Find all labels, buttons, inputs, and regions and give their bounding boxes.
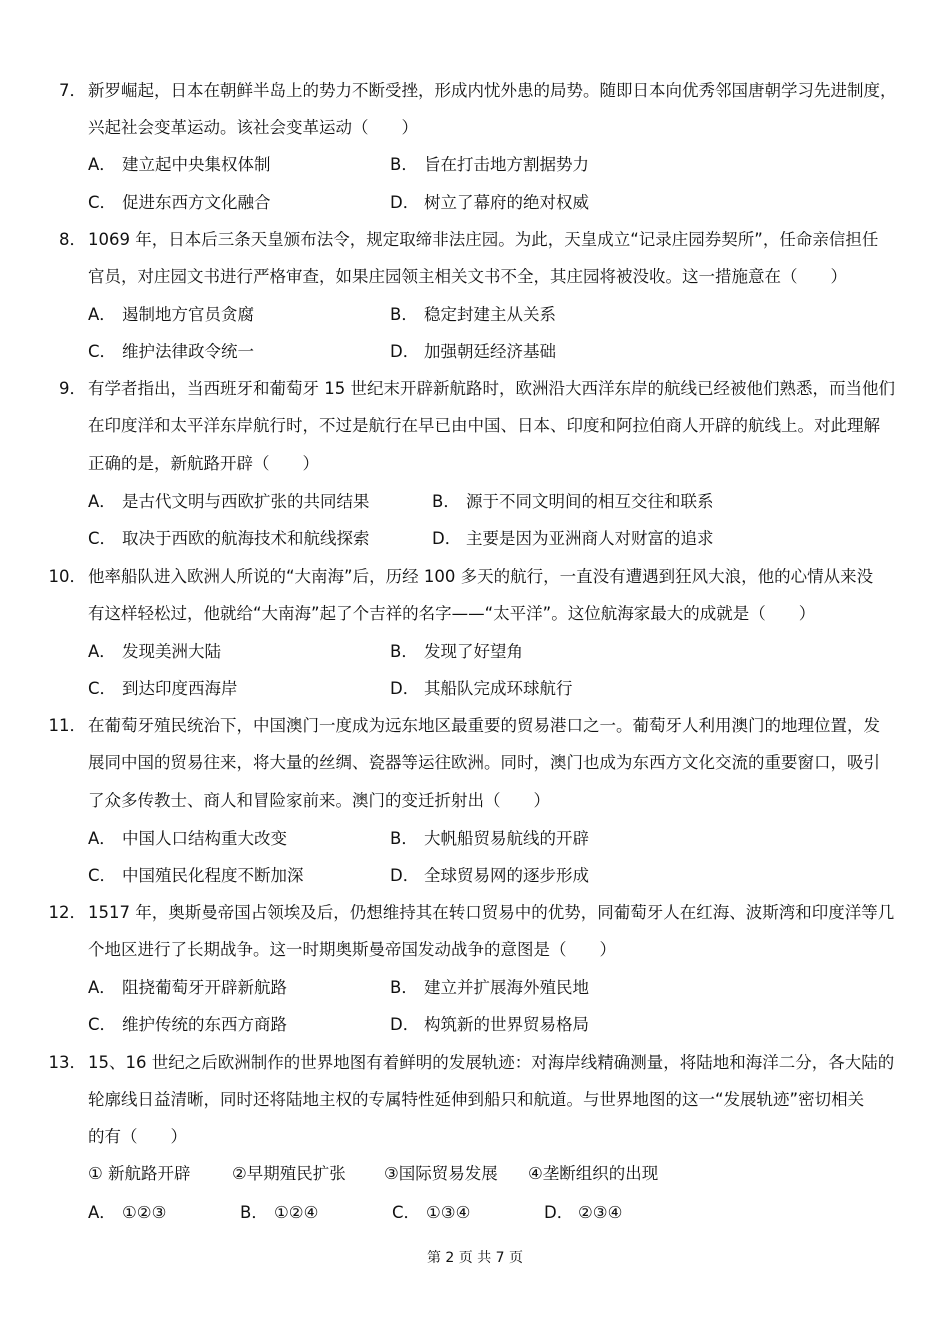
option-letter: D． xyxy=(390,866,420,885)
option-letter: A． xyxy=(88,492,116,511)
statement-item: ④垄断组织的出现 xyxy=(528,1164,659,1183)
option-a xyxy=(88,1202,166,1224)
option-text: 阻挠葡萄牙开辟新航路 xyxy=(122,978,287,997)
question-text-line: 1069 年，日本后三条天皇颁布法令，规定取缔非法庄园。为此，天皇成立“记录庄园券契所”，任命亲信担任 xyxy=(88,230,879,249)
option-a xyxy=(88,828,287,850)
question-text-line: 15、16 世纪之后欧洲制作的世界地图有着鲜明的发展轨迹：对海岸线精确测量，将陆地和海洋二分，各大陆的 xyxy=(88,1053,895,1072)
question-text-line: 在印度洋和太平洋东岸航行时，不过是航行在早已由中国、日本、印度和阿拉伯商人开辟的航线上。对此理解 xyxy=(88,416,880,435)
option-text: 建立起中央集权体制 xyxy=(122,155,271,174)
option-a xyxy=(88,304,254,326)
option-letter: C． xyxy=(88,866,117,885)
statement-item: ③国际贸易发展 xyxy=(384,1164,498,1183)
option-a xyxy=(88,154,271,176)
option-text: 加强朝廷经济基础 xyxy=(424,342,556,361)
option-b xyxy=(390,641,523,663)
option-b xyxy=(390,828,589,850)
option-text: 是古代文明与西欧扩张的共同结果 xyxy=(122,492,370,511)
option-letter: B． xyxy=(390,305,418,324)
option-letter: A． xyxy=(88,978,116,997)
option-b xyxy=(390,977,589,999)
option-text: 中国人口结构重大改变 xyxy=(122,829,287,848)
option-letter: B． xyxy=(390,978,418,997)
option-c xyxy=(88,1014,287,1036)
question-text-line: 他率船队进入欧洲人所说的“大南海”后，历经 100 多天的航行，一直没有遭遇到狂风大浪，他的心情从来没 xyxy=(88,567,874,586)
question-text-line: 轮廓线日益清晰，同时还将陆地主权的专属特性延伸到船只和航道。与世界地图的这一“发展轨迹”密切相关 xyxy=(88,1090,865,1109)
option-b xyxy=(432,491,714,513)
option-text: 主要是因为亚洲商人对财富的追求 xyxy=(466,529,714,548)
page-number-footer: 第 2 页 共 7 页 xyxy=(426,1250,524,1266)
option-b xyxy=(240,1202,318,1224)
option-c xyxy=(88,528,370,550)
option-text: 取决于西欧的航海技术和航线探索 xyxy=(122,529,370,548)
option-text: 源于不同文明间的相互交往和联系 xyxy=(466,492,714,511)
question-number: 7． xyxy=(59,81,86,100)
option-text: 维护传统的东西方商路 xyxy=(122,1015,287,1034)
question-text-line: 展同中国的贸易往来，将大量的丝绸、瓷器等运往欧洲。同时，澳门也成为东西方文化交流的重要窗口，吸引 xyxy=(88,753,880,772)
question-number: 11． xyxy=(48,716,86,735)
question-text-line: 正确的是，新航路开辟（ ） xyxy=(88,454,319,473)
option-text: 到达印度西海岸 xyxy=(122,679,238,698)
option-text: 建立并扩展海外殖民地 xyxy=(424,978,589,997)
option-letter: A． xyxy=(88,829,116,848)
statement-item: ②早期殖民扩张 xyxy=(232,1164,346,1183)
statement-item: ① 新航路开辟 xyxy=(88,1164,191,1183)
option-letter: C． xyxy=(88,342,117,361)
option-text: 稳定封建主从关系 xyxy=(424,305,556,324)
question-number: 13． xyxy=(48,1053,86,1072)
option-letter: D． xyxy=(390,679,420,698)
option-c xyxy=(392,1202,470,1224)
option-c xyxy=(88,192,271,214)
option-d xyxy=(432,528,714,550)
option-a xyxy=(88,491,370,513)
option-text: 中国殖民化程度不断加深 xyxy=(122,866,304,885)
option-letter: D． xyxy=(390,193,420,212)
option-letter: A． xyxy=(88,155,116,174)
question-text-line: 了众多传教士、商人和冒险家前来。澳门的变迁折射出（ ） xyxy=(88,791,550,810)
option-letter: C． xyxy=(88,529,117,548)
option-a xyxy=(88,641,221,663)
question-number: 10． xyxy=(48,567,86,586)
question-text-line: 的有（ ） xyxy=(88,1127,187,1146)
option-text: 维护法律政令统一 xyxy=(122,342,254,361)
option-letter: B． xyxy=(390,829,418,848)
question-text-line: 有学者指出，当西班牙和葡萄牙 15 世纪末开辟新航路时，欧洲沿大西洋东岸的航线已经被他们熟悉，而当他们 xyxy=(88,379,895,398)
option-letter: D． xyxy=(390,342,420,361)
question-text-line: 兴起社会变革运动。该社会变革运动（ ） xyxy=(88,118,418,137)
option-letter: D． xyxy=(544,1203,574,1222)
option-text: 旨在打击地方割据势力 xyxy=(424,155,589,174)
option-d xyxy=(390,192,589,214)
option-c xyxy=(88,678,238,700)
option-letter: B． xyxy=(390,155,418,174)
question-text-line: 新罗崛起，日本在朝鲜半岛上的势力不断受挫，形成内忧外患的局势。随即日本向优秀邻国唐朝学习先进制度， xyxy=(88,81,897,100)
option-d xyxy=(390,1014,589,1036)
option-d xyxy=(390,865,589,887)
option-letter: C． xyxy=(88,193,117,212)
option-text: 促进东西方文化融合 xyxy=(122,193,271,212)
option-text: ②③④ xyxy=(578,1203,623,1222)
option-letter: C． xyxy=(88,679,117,698)
option-letter: C． xyxy=(392,1203,421,1222)
option-letter: C． xyxy=(88,1015,117,1034)
option-text: 构筑新的世界贸易格局 xyxy=(424,1015,589,1034)
option-text: 其船队完成环球航行 xyxy=(424,679,573,698)
question-text-line: 1517 年，奥斯曼帝国占领埃及后，仍想维持其在转口贸易中的优势，同葡萄牙人在红海、波斯湾和印度洋等几 xyxy=(88,903,895,922)
option-c xyxy=(88,341,254,363)
option-letter: D． xyxy=(390,1015,420,1034)
question-text-line: 官员，对庄园文书进行严格审查，如果庄园领主相关文书不全，其庄园将被没收。这一措施意在（ ） xyxy=(88,267,847,286)
option-letter: A． xyxy=(88,305,116,324)
option-text: 遏制地方官员贪腐 xyxy=(122,305,254,324)
option-b xyxy=(390,304,556,326)
option-letter: B． xyxy=(432,492,460,511)
option-letter: A． xyxy=(88,642,116,661)
option-letter: B． xyxy=(240,1203,268,1222)
option-text: ①②④ xyxy=(274,1203,319,1222)
question-text-line: 有这样轻松过，他就给“大南海”起了个吉祥的名字——“太平洋”。这位航海家最大的成就是（ ） xyxy=(88,604,816,623)
option-d xyxy=(390,341,556,363)
option-d xyxy=(544,1202,622,1224)
option-text: ①②③ xyxy=(122,1203,167,1222)
option-text: 全球贸易网的逐步形成 xyxy=(424,866,589,885)
question-text-line: 个地区进行了长期战争。这一时期奥斯曼帝国发动战争的意图是（ ） xyxy=(88,940,616,959)
question-number: 9． xyxy=(59,379,86,398)
question-text-line: 在葡萄牙殖民统治下，中国澳门一度成为远东地区最重要的贸易港口之一。葡萄牙人利用澳门的地理位置，发 xyxy=(88,716,880,735)
option-text: 树立了幕府的绝对权威 xyxy=(424,193,589,212)
option-a xyxy=(88,977,287,999)
option-text: 大帆船贸易航线的开辟 xyxy=(424,829,589,848)
option-c xyxy=(88,865,304,887)
option-letter: B． xyxy=(390,642,418,661)
option-text: 发现美洲大陆 xyxy=(122,642,221,661)
option-letter: A． xyxy=(88,1203,116,1222)
option-text: ①③④ xyxy=(426,1203,471,1222)
question-number: 8． xyxy=(59,230,86,249)
question-number: 12． xyxy=(48,903,86,922)
option-b xyxy=(390,154,589,176)
option-text: 发现了好望角 xyxy=(424,642,523,661)
option-d xyxy=(390,678,573,700)
option-letter: D． xyxy=(432,529,462,548)
